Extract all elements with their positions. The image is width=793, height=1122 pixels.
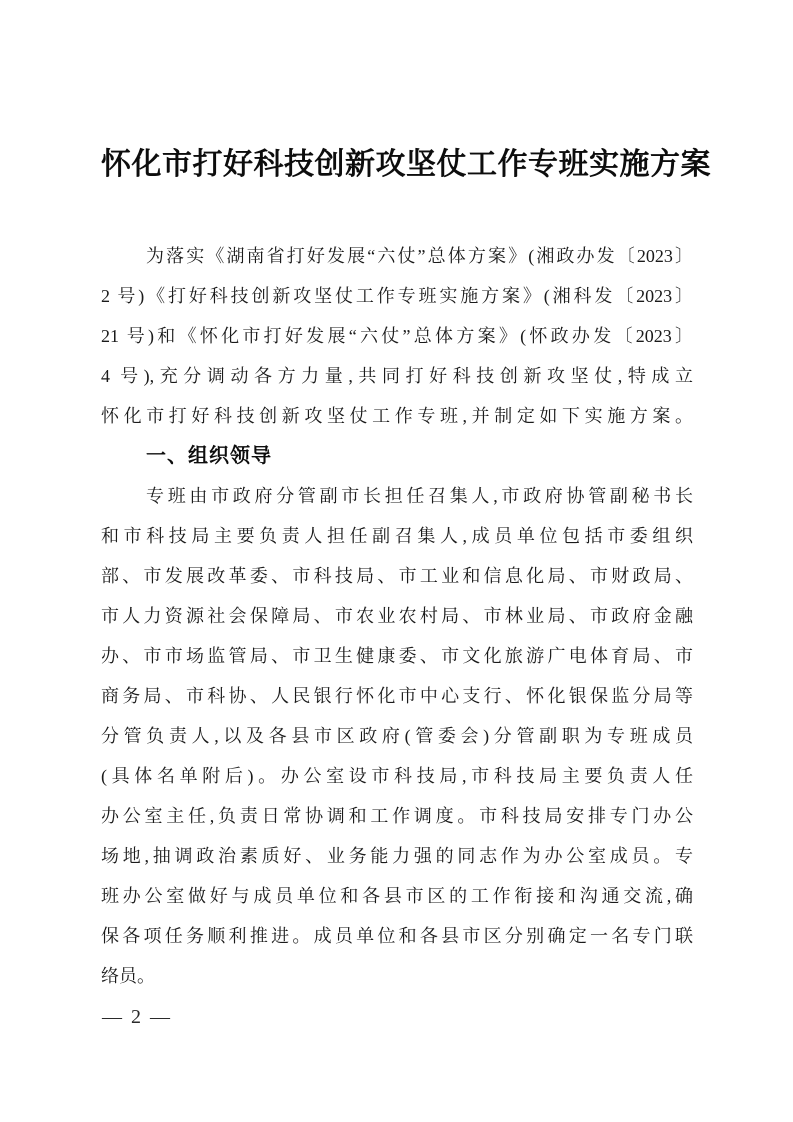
section1-line-9: 办公室主任,负责日常协调和工作调度。市科技局安排专门办公 (101, 806, 693, 826)
section1-line-13: 络员。 (101, 966, 155, 986)
section1-heading: 一、组织领导 (146, 445, 272, 467)
section1-line-2: 和市科技局主要负责人担任副召集人,成员单位包括市委组织 (101, 526, 693, 546)
section1-line-7: 分管负责人,以及各县市区政府(管委会)分管副职为专班成员 (101, 726, 693, 746)
section1-line-1: 专班由市政府分管副市长担任召集人,市政府协管副秘书长 (146, 486, 693, 506)
section1-line-11: 班办公室做好与成员单位和各县市区的工作衔接和沟通交流,确 (101, 886, 693, 906)
section1-line-10: 场地,抽调政治素质好、业务能力强的同志作为办公室成员。专 (101, 846, 693, 866)
section1-line-6: 商务局、市科协、人民银行怀化市中心支行、怀化银保监分局等 (101, 686, 693, 706)
intro-line-3: 21 号)和《怀化市打好发展“六仗”总体方案》(怀政办发〔2023〕 (101, 326, 693, 346)
intro-line-4: 4 号),充分调动各方力量,共同打好科技创新攻坚仗,特成立 (101, 366, 693, 386)
section1-line-5: 办、市市场监管局、市卫生健康委、市文化旅游广电体育局、市 (101, 646, 693, 666)
section1-line-12: 保各项任务顺利推进。成员单位和各县市区分别确定一名专门联 (101, 926, 693, 946)
document-body (101, 236, 693, 996)
intro-line-1: 为落实《湖南省打好发展“六仗”总体方案》(湘政办发〔2023〕 (146, 246, 693, 266)
section1-line-4: 市人力资源社会保障局、市农业农村局、市林业局、市政府金融 (101, 606, 693, 626)
section1-line-8: (具体名单附后)。办公室设市科技局,市科技局主要负责人任 (101, 766, 693, 786)
document-title: 怀化市打好科技创新攻坚仗工作专班实施方案 (101, 148, 711, 181)
section1-line-3: 部、市发展改革委、市科技局、市工业和信息化局、市财政局、 (101, 566, 693, 586)
page-number: — 2 — (102, 1006, 172, 1028)
intro-line-5: 怀化市打好科技创新攻坚仗工作专班,并制定如下实施方案。 (101, 406, 693, 426)
intro-line-2: 2 号)《打好科技创新攻坚仗工作专班实施方案》(湘科发〔2023〕 (101, 286, 693, 306)
